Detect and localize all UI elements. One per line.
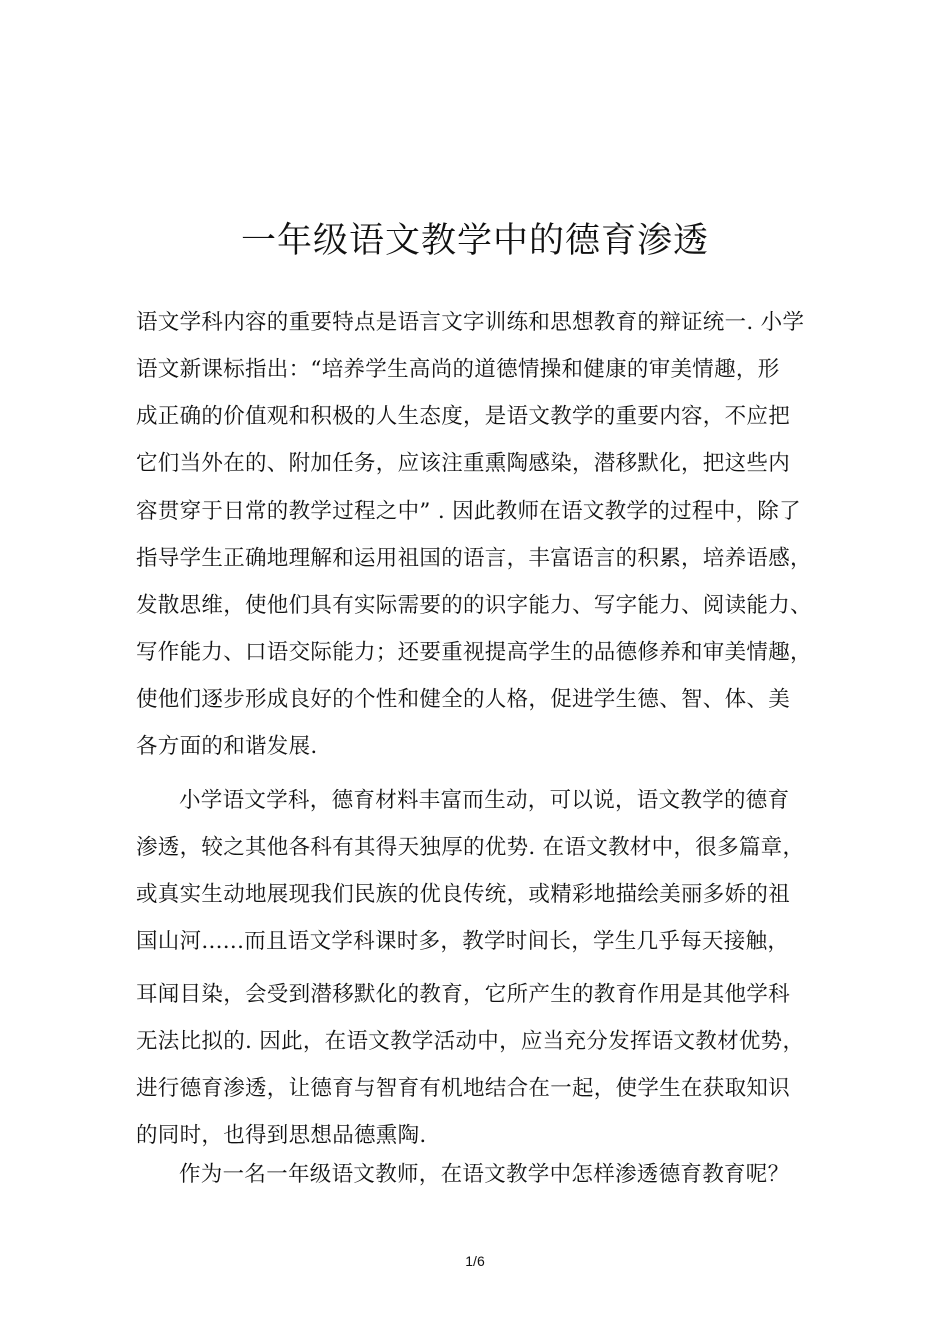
paragraph-1-line-2: 语文新课标指出：“培养学生高尚的道德情操和健康的审美情趣，形 [136,357,780,382]
page-number: 1/6 [465,1253,485,1269]
paragraph-1-line-8: 写作能力、口语交际能力；还要重视提高学生的品德修养和审美情趣， [136,640,812,665]
document-title: 一年级语文教学中的德育渗透 [240,221,709,261]
paragraph-1-line-9: 使他们逐步形成良好的个性和健全的人格，促进学生德、智、体、美 [136,687,791,712]
paragraph-2-line-6: 无法比拟的. 因此，在语文教学活动中，应当充分发挥语文教材优势， [136,1029,805,1054]
paragraph-2-line-2: 渗透，较之其他各科有其得天独厚的优势. 在语文教材中，很多篇章， [136,835,805,860]
paragraph-1-line-4: 它们当外在的、附加任务，应该注重熏陶感染，潜移默化，把这些内 [136,451,791,476]
paragraph-2-line-3: 或真实生动地展现我们民族的优良传统，或精彩地描绘美丽多娇的祖 [136,882,791,907]
paragraph-2-line-5: 耳闻目染，会受到潜移默化的教育，它所产生的教育作用是其他学科 [136,982,791,1007]
paragraph-2-line-8: 的同时，也得到思想品德熏陶. [136,1123,427,1148]
paragraph-1-line-5: 容贯穿于日常的教学过程之中” . 因此教师在语文教学的过程中，除了 [136,499,801,524]
paragraph-1-line-3: 成正确的价值观和积极的人生态度，是语文教学的重要内容，不应把 [136,404,791,429]
paragraph-1-line-7: 发散思维，使他们具有实际需要的的识字能力、写字能力、阅读能力、 [136,593,812,618]
paragraph-1-line-1: 语文学科内容的重要特点是语言文字训练和思想教育的辩证统一. 小学 [136,310,805,335]
paragraph-2-line-7: 进行德育渗透，让德育与智育有机地结合在一起，使学生在获取知识 [136,1076,791,1101]
paragraph-2-line-1: 小学语文学科，德育材料丰富而生动，可以说，语文教学的德育 [179,788,790,813]
paragraph-3-line-1: 作为一名一年级语文教师，在语文教学中怎样渗透德育教育呢？ [179,1162,790,1187]
paragraph-1-line-10: 各方面的和谐发展. [136,734,318,759]
paragraph-2-line-4: 国山河......而且语文学科课时多，教学时间长，学生几乎每天接触， [136,929,790,954]
paragraph-1-line-6: 指导学生正确地理解和运用祖国的语言，丰富语言的积累，培养语感， [136,546,812,571]
